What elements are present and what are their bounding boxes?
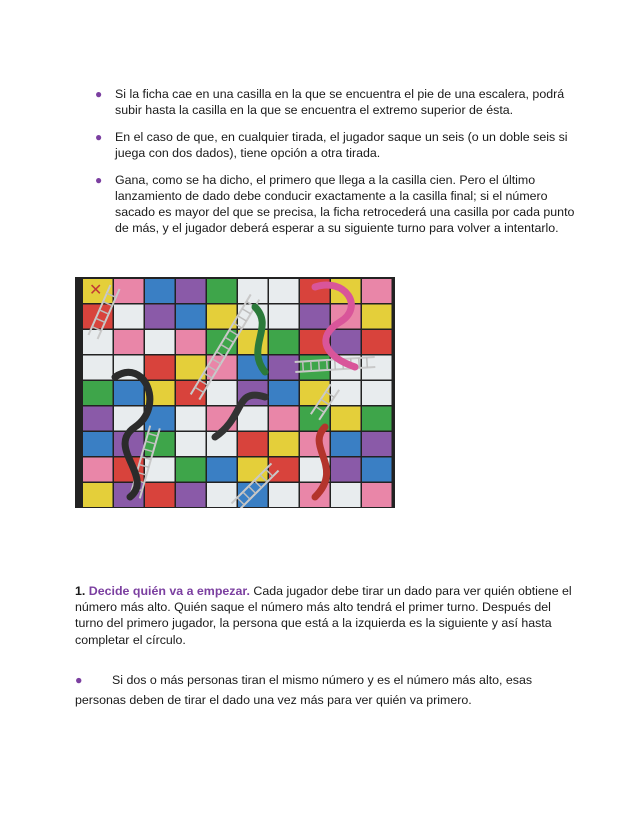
step-heading: Decide quién va a empezar <box>88 584 247 598</box>
sub-list-item <box>75 670 575 710</box>
bullet-icon: ● <box>95 172 103 187</box>
step-1-paragraph: 1. Decide quién va a empezar. Cada jugador debe tirar un dado para ver quién obtiene el número más alto. Quién saque el número más alto tendrá el primer turno. Después del turno del primero jugador, la persona que está a la izquierda es la siguiente y así hasta completar el círculo. <box>75 584 572 647</box>
list-item <box>95 172 575 237</box>
bullet-icon: ● <box>75 673 83 687</box>
bullet-text: En el caso de que, en cualquier tirada, el jugador saque un seis (o un doble seis si juega con dos dados), tiene opción a otra tirada. <box>115 129 568 160</box>
rules-bullet-list <box>95 86 575 247</box>
svg-text:✕: ✕ <box>89 280 103 299</box>
snakes-and-ladders-board-image <box>75 277 395 508</box>
bullet-text: Si la ficha cae en una casilla en la que se encuentra el pie de una escalera, podrá subir hasta la casilla en la que se encuentra el extremo superior de ésta. <box>115 87 565 118</box>
list-item <box>95 129 575 161</box>
sub-bullet-text: Si dos o más personas tiran el mismo número y es el número más alto, esas personas deben de tirar el dado una vez más para ver quién va primero. <box>75 673 533 707</box>
bullet-text: Gana, como se ha dicho, el primero que llega a la casilla cien. Pero el último lanzamiento de dado debe conducir exactamente a la casilla final; si el número sacado es mayor del que se precisa, la ficha retrocederá una casilla por cada punto de más, y el jugador deberá esperar a su siguiente turno para volver a intentarlo. <box>115 172 575 236</box>
bullet-icon: ● <box>95 87 103 101</box>
bullet-icon: ● <box>95 129 103 144</box>
list-item <box>95 86 575 118</box>
step-body: Cada jugador debe tirar un dado para ver quién obtiene el número más alto. Quién saque el número más alto tendrá el primer turno. Después del turno del primero jugador, la persona que está a la izquierda es la siguiente y así hasta completar el círculo. <box>75 584 572 647</box>
step-number: 1 <box>75 584 82 598</box>
